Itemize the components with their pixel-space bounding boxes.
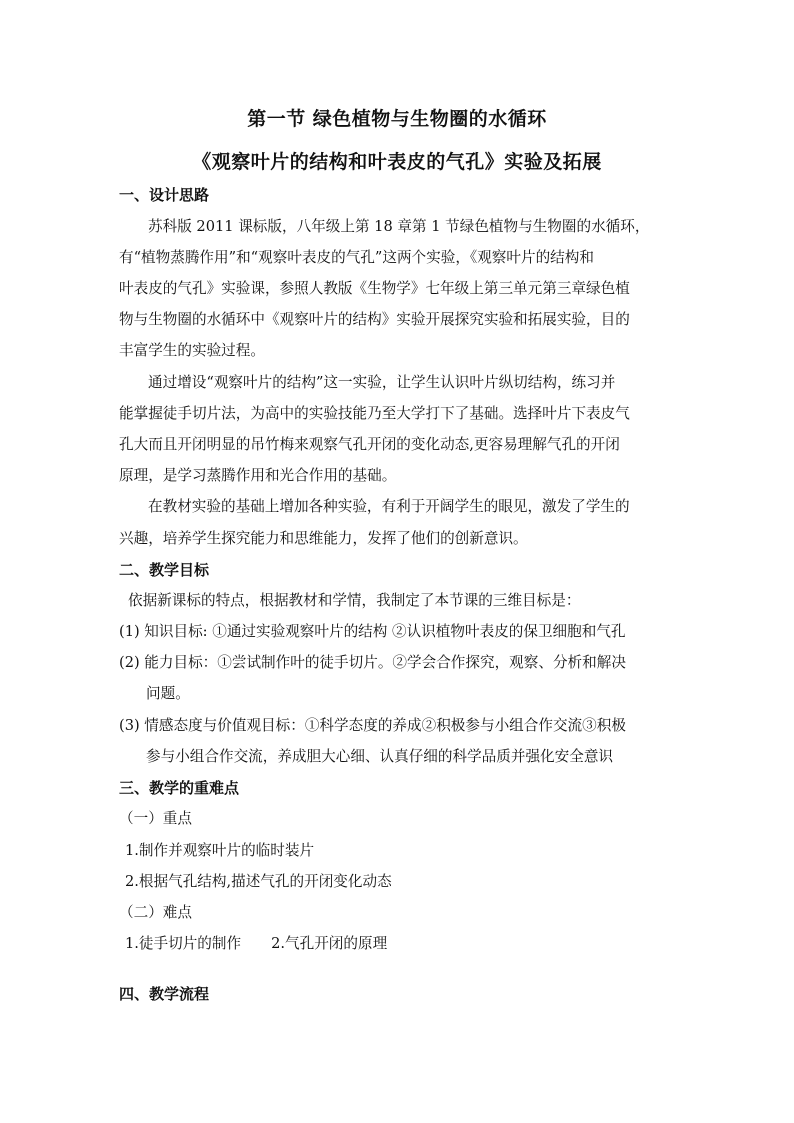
- section-heading-objectives: 二、教学目标: [119, 561, 210, 579]
- key-point-item: 2.根据气孔结构,描述气孔的开闭变化动态: [125, 873, 392, 890]
- objective-item-continued: 问题。: [146, 685, 190, 702]
- paragraph-line: 叶表皮的气孔》实验课，参照人教版《生物学》七年级上第三单元第三章绿色植: [119, 280, 630, 297]
- paragraph-line: 在教材实验的基础上增加各种实验，有利于开阔学生的眼见，激发了学生的: [148, 498, 630, 515]
- difficult-point-item: 2.气孔开闭的原理: [271, 935, 388, 952]
- paragraph-line: 苏科版 2011 课标版，八年级上第 18 章第 1 节绿色植物与生物圈的水循环，: [148, 218, 650, 235]
- paragraph-line: 有“植物蒸腾作用”和“观察叶表皮的气孔”这两个实验，《观察叶片的结构和: [119, 249, 594, 266]
- paragraph-line: 原理，是学习蒸腾作用和光合作用的基础。: [119, 467, 397, 484]
- section-heading-flow: 四、教学流程: [119, 985, 210, 1003]
- paragraph-line: 物与生物圈的水循环中《观察叶片的结构》实验开展探究实验和拓展实验，目的: [119, 311, 630, 328]
- key-points-label: （一）重点: [119, 810, 192, 827]
- paragraph-line: 兴趣，培养学生探究能力和思维能力，发挥了他们的创新意识。: [119, 530, 528, 547]
- page-title: 第一节 绿色植物与生物圈的水循环: [247, 108, 547, 130]
- section-heading-design: 一、设计思路: [119, 186, 210, 204]
- objective-item: (1) 知识目标: ①通过实验观察叶片的结构 ②认识植物叶表皮的保卫细胞和气孔: [119, 623, 626, 640]
- difficult-point-row: [125, 934, 387, 954]
- paragraph-line: 丰富学生的实验过程。: [119, 342, 265, 359]
- objective-item-continued: 参与小组合作交流，养成胆大心细、认真仔细的科学品质并强化安全意识: [146, 748, 614, 765]
- key-point-item: 1.制作并观察叶片的临时装片: [125, 842, 315, 859]
- paragraph-line: 孔大而且开闭明显的吊竹梅来观察气孔开闭的变化动态,更容易理解气孔的开闭: [119, 436, 620, 453]
- paragraph-line: 通过增设“观察叶片的结构”这一实验，让学生认识叶片纵切结构，练习并: [148, 374, 616, 391]
- objectives-intro: 依据新课标的特点，根据教材和学情，我制定了本节课的三维目标是：: [128, 592, 581, 609]
- objective-item: (3) 情感态度与价值观目标：①科学态度的养成②积极参与小组合作交流③积极: [119, 717, 626, 734]
- section-heading-key-points: 三、教学的重难点: [119, 779, 240, 797]
- difficult-point-item: 1.徒手切片的制作: [125, 935, 242, 952]
- difficult-points-label: （二）难点: [119, 904, 192, 921]
- paragraph-line: 能掌握徒手切片法，为高中的实验技能乃至大学打下了基础。选择叶片下表皮气: [119, 405, 630, 422]
- objective-item: (2) 能力目标：①尝试制作叶的徒手切片。②学会合作探究，观察、分析和解决: [119, 654, 626, 671]
- page-subtitle: 《观察叶片的结构和叶表皮的气孔》实验及拓展: [192, 151, 602, 173]
